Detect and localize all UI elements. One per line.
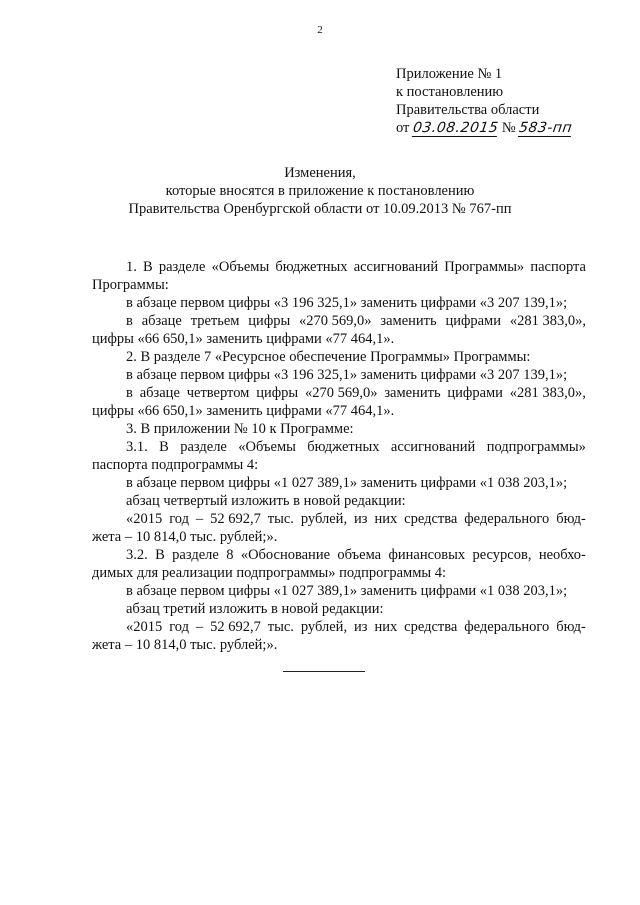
word: бюджетных bbox=[275, 259, 348, 275]
word: бюд- bbox=[556, 511, 586, 527]
word: цифры bbox=[256, 385, 299, 401]
word: ассигнований bbox=[390, 439, 476, 455]
word: в bbox=[126, 385, 133, 401]
word: «270 569,0» bbox=[299, 313, 372, 329]
word: год bbox=[169, 619, 189, 635]
item-3-1-heading-cont: паспорта подпрограммы 4: bbox=[92, 457, 259, 473]
word: средства bbox=[404, 619, 458, 635]
word: федерального bbox=[464, 511, 550, 527]
document-title bbox=[0, 164, 640, 218]
word: цифрами bbox=[445, 313, 501, 329]
word: бюджетных bbox=[307, 439, 380, 455]
item-3-2-quote-cont: жета – 10 814,0 тыс. рублей;». bbox=[92, 637, 278, 653]
item-3-2-heading bbox=[92, 546, 586, 564]
item-3-1-quote bbox=[92, 510, 586, 528]
word: третьем bbox=[190, 313, 240, 329]
word: цифры bbox=[248, 313, 291, 329]
appendix-header bbox=[396, 65, 626, 137]
word: Программы» bbox=[444, 259, 525, 275]
word: разделе bbox=[180, 439, 227, 455]
word: заменить bbox=[380, 313, 437, 329]
appendix-ref: к постановлению bbox=[396, 84, 504, 100]
word: 3.1. bbox=[126, 439, 148, 455]
word: ассигнований bbox=[353, 259, 439, 275]
item-1-para-1: в абзаце первом цифры «3 196 325,1» заменить цифрами «3 207 139,1»; bbox=[126, 295, 568, 311]
word: паспорта bbox=[530, 259, 586, 275]
item-3-1-heading bbox=[92, 438, 586, 456]
title-line-3: Правительства Оренбургской области от 10.09.2013 № 767-пп bbox=[128, 201, 512, 217]
item-3-2-heading-cont: димых для реализации подпрограммы» подпрограммы 4: bbox=[92, 565, 447, 581]
word: них bbox=[374, 619, 398, 635]
title-line-2: которые вносятся в приложение к постановлению bbox=[165, 183, 475, 199]
word: четвертом bbox=[186, 385, 250, 401]
word: средства bbox=[404, 511, 458, 527]
word: В bbox=[159, 439, 169, 455]
word: тыс. bbox=[267, 511, 294, 527]
word: них bbox=[374, 511, 398, 527]
word: 8 bbox=[226, 547, 234, 563]
handwritten-date: 03.08.2015 bbox=[411, 120, 500, 136]
word: «Обоснование bbox=[240, 547, 331, 563]
word: рублей, bbox=[300, 619, 348, 635]
item-3-2-para-1: в абзаце первом цифры «1 027 389,1» заменить цифрами «1 038 203,1»; bbox=[126, 583, 568, 599]
word: 3.2. bbox=[126, 547, 148, 563]
item-2-para-1: в абзаце первом цифры «3 196 325,1» заменить цифрами «3 207 139,1»; bbox=[126, 367, 568, 383]
word: 1. bbox=[126, 259, 137, 275]
item-2-para-2 bbox=[92, 384, 586, 402]
item-1-para-2-cont: цифры «66 650,1» заменить цифрами «77 464,1». bbox=[92, 331, 395, 347]
item-2-para-2-cont: цифры «66 650,1» заменить цифрами «77 464,1». bbox=[92, 403, 395, 419]
item-3-2-para-2: абзац третий изложить в новой редакции: bbox=[126, 601, 384, 617]
word: рублей, bbox=[300, 511, 348, 527]
item-3-1-para-2: абзац четвертый изложить в новой редакции: bbox=[126, 493, 406, 509]
document-body bbox=[92, 258, 586, 654]
word: разделе bbox=[172, 547, 219, 563]
end-divider bbox=[283, 671, 365, 672]
title-line-1: Изменения, bbox=[284, 165, 356, 181]
word: абзаце bbox=[139, 385, 180, 401]
word: объема bbox=[337, 547, 382, 563]
page-number: 2 bbox=[317, 24, 323, 36]
word: финансовых bbox=[388, 547, 466, 563]
word: «2015 bbox=[126, 619, 163, 635]
word: – bbox=[195, 511, 204, 527]
word: необхо- bbox=[538, 547, 586, 563]
word: В bbox=[155, 547, 165, 563]
word: год bbox=[169, 511, 189, 527]
word: цифрами bbox=[447, 385, 503, 401]
item-1-para-2 bbox=[92, 312, 586, 330]
word: заменить bbox=[384, 385, 441, 401]
appendix-date-line bbox=[396, 119, 626, 137]
word: 52 692,7 bbox=[210, 619, 261, 635]
item-2-heading: 2. В разделе 7 «Ресурсное обеспечение Программы» Программы: bbox=[126, 349, 531, 365]
item-1-heading bbox=[92, 258, 586, 276]
word: «2015 bbox=[126, 511, 163, 527]
word: «281 383,0», bbox=[509, 313, 586, 329]
word: из bbox=[354, 619, 368, 635]
number-label: № bbox=[501, 120, 516, 136]
word: «281 383,0», bbox=[509, 385, 586, 401]
word: тыс. bbox=[267, 619, 294, 635]
word: 52 692,7 bbox=[210, 511, 261, 527]
word: «Объемы bbox=[211, 259, 270, 275]
word: разделе bbox=[158, 259, 206, 275]
appendix-authority: Правительства области bbox=[396, 102, 540, 118]
word: бюд- bbox=[556, 619, 586, 635]
item-3-1-quote-cont: жета – 10 814,0 тыс. рублей;». bbox=[92, 529, 278, 545]
appendix-title: Приложение № 1 bbox=[396, 66, 503, 82]
item-3-heading: 3. В приложении № 10 к Программе: bbox=[126, 421, 354, 437]
word: В bbox=[143, 259, 153, 275]
word: федерального bbox=[464, 619, 550, 635]
item-3-1-para-1: в абзаце первом цифры «1 027 389,1» заменить цифрами «1 038 203,1»; bbox=[126, 475, 568, 491]
word: «Объемы bbox=[238, 439, 296, 455]
handwritten-number: 583-пп bbox=[518, 120, 574, 136]
word: из bbox=[354, 511, 368, 527]
word: ресурсов, bbox=[472, 547, 532, 563]
word: – bbox=[195, 619, 204, 635]
word: подпрограммы» bbox=[486, 439, 586, 455]
word: в bbox=[126, 313, 133, 329]
item-3-2-quote bbox=[92, 618, 586, 636]
word: абзаце bbox=[141, 313, 182, 329]
item-1-heading-cont: Программы: bbox=[92, 277, 169, 293]
word: «270 569,0» bbox=[304, 385, 378, 401]
from-label: от bbox=[396, 120, 410, 136]
